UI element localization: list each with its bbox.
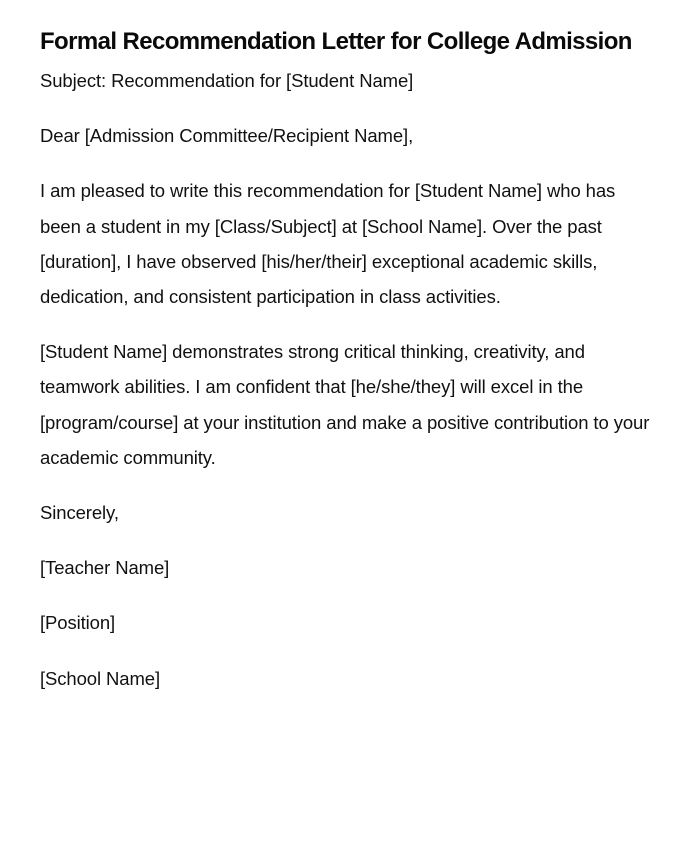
- signature-position: [Position]: [40, 612, 116, 634]
- signature-name: [Teacher Name]: [40, 557, 170, 579]
- salutation: Dear [Admission Committee/Recipient Name],: [40, 125, 414, 147]
- body-paragraph-2: [Student Name] demonstrates strong critical thinking, creativity, and teamwork abilities. I am confident that [he/she/they] will excel in the [program/course] at your institution and make a positive contribution to your academic community.: [40, 341, 650, 468]
- signature-school: [School Name]: [40, 667, 161, 689]
- letter-document: [40, 20, 660, 696]
- document-title: Formal Recommendation Letter for College Admission: [40, 28, 632, 55]
- subject-line: Subject: Recommendation for [Student Name]: [40, 70, 414, 91]
- body-paragraph-1: I am pleased to write this recommendation for [Student Name] who has been a student in my [Class/Subject] at [School Name]. Over the past [duration], I have observed [his/her/their] exceptional academic skills, dedication, and consistent participation in class activities.: [40, 180, 616, 308]
- closing: Sincerely,: [40, 502, 119, 524]
